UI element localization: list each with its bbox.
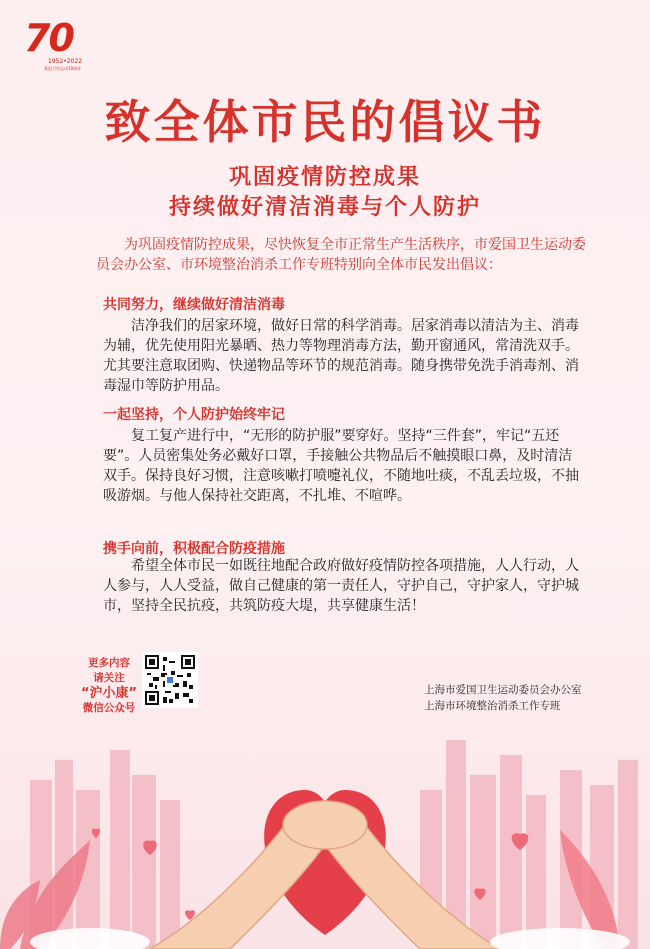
- logo-years: 1952•2022: [48, 58, 83, 65]
- section-body-cooperation: 希望全体市民一如既往地配合政府做好疫情防控各项措施，人人行动，人人参与，人人受益，做自己健康的第一责任人，守护自己，守护家人，守护城市，坚持全民抗疫，共筑防疫大堤，共享健康生活！: [103, 558, 579, 614]
- logo-caption: 爱国卫生运动70周年: [44, 66, 82, 71]
- follow-line-1: 更多内容: [88, 657, 130, 669]
- logo-number: 70: [24, 16, 73, 60]
- intro-paragraph: 为巩固疫情防控成果，尽快恢复全市正常生产生活秩序，市爱国卫生运动委员会办公室、市环境整治消杀工作专班特别向全体市民发出倡议：: [96, 237, 586, 273]
- issuer-block: [424, 682, 582, 714]
- follow-line-4: 微信公众号: [82, 702, 136, 714]
- qr-code-image: [142, 652, 198, 708]
- follow-prompt: [78, 656, 140, 716]
- follow-account-name: “沪小康”: [80, 686, 138, 701]
- anniversary-logo: [24, 18, 90, 74]
- issuer-line-2: 上海市环境整治消杀工作专班: [424, 700, 561, 712]
- subtitle-line-1: 巩固疫情防控成果: [228, 165, 421, 190]
- section-heading-cleaning: 共同努力，继续做好清洁消毒: [103, 297, 285, 313]
- issuer-line-1: 上海市爱国卫生运动委员会办公室: [424, 684, 582, 696]
- page-title: 致全体市民的倡议书: [104, 95, 546, 149]
- section-heading-cooperation: 携手向前，积极配合防疫措施: [103, 541, 285, 557]
- section-heading-protection: 一起坚持，个人防护始终牢记: [103, 407, 285, 423]
- follow-line-2: 请关注: [93, 672, 125, 684]
- cityscape-handshake-illustration: [0, 720, 650, 949]
- subtitle-line-2: 持续做好清洁消毒与个人防护: [168, 195, 481, 220]
- section-body-protection: 复工复产进行中，“无形的防护服”要穿好。坚持“三件套”，牢记“五还要”。人员密集处务必戴好口罩，手接触公共物品后不触摸眼口鼻，及时清洁双手。保持良好习惯，注意咳嗽打喷嚏礼仪，不随地吐痰，不乱丢垃圾，不抽吸游烟。与他人保持社交距离，不扎堆、不喧哗。: [103, 428, 579, 504]
- section-body-cleaning: 洁净我们的居家环境，做好日常的科学消毒。居家消毒以清洁为主、消毒为辅，优先使用阳光暴晒、热力等物理消毒方法，勤开窗通风，常清洗双手。尤其要注意取团购、快递物品等环节的规范消毒。随身携带免洗手消毒剂、消毒湿巾等防护用品。: [103, 318, 579, 394]
